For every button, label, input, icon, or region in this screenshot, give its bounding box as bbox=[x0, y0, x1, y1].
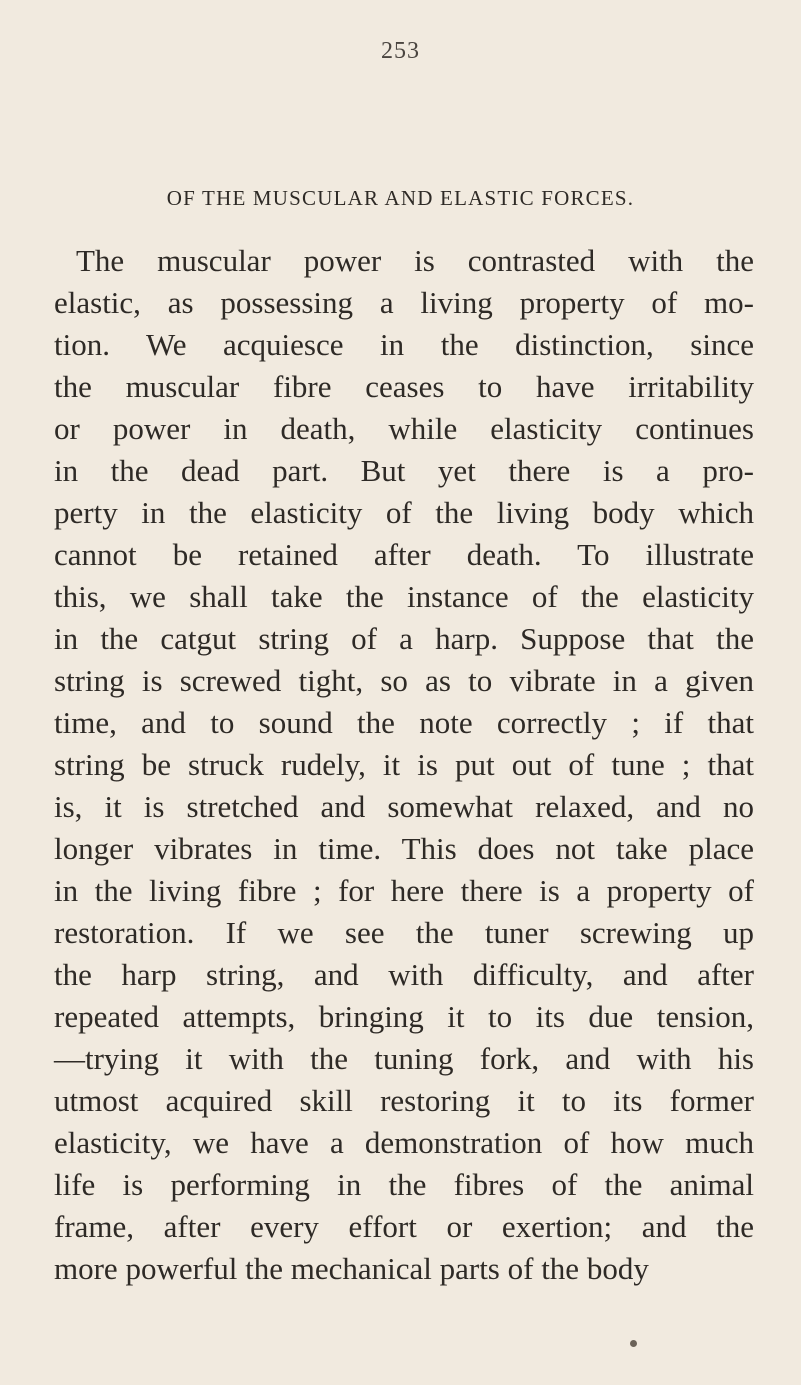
text-line: string be struck rudely, it is put out of tune ; that bbox=[54, 747, 754, 782]
text-line: repeated attempts, bringing it to its due tension, bbox=[54, 999, 754, 1034]
text-line: tion. We acquiesce in the distinction, since bbox=[54, 327, 754, 362]
text-line: cannot be retained after death. To illustrate bbox=[54, 537, 754, 572]
text-line: longer vibrates in time. This does not take place bbox=[54, 831, 754, 866]
text-line: string is screwed tight, so as to vibrate in a given bbox=[54, 663, 754, 698]
chapter-heading: OF THE MUSCULAR AND ELASTIC FORCES. bbox=[166, 186, 635, 210]
text-line: this, we shall take the instance of the elasticity bbox=[54, 579, 754, 614]
text-line: The muscular power is contrasted with the bbox=[76, 243, 754, 278]
ink-speck bbox=[630, 1340, 637, 1347]
text-line: in the dead part. But yet there is a pro- bbox=[54, 453, 754, 488]
text-line: or power in death, while elasticity continues bbox=[54, 411, 754, 446]
text-line: time, and to sound the note correctly ; if that bbox=[54, 705, 754, 740]
text-line: elasticity, we have a demonstration of how much bbox=[54, 1125, 754, 1160]
text-line: utmost acquired skill restoring it to its former bbox=[54, 1083, 754, 1118]
text-line: frame, after every effort or exertion; and the bbox=[54, 1209, 754, 1244]
text-line: perty in the elasticity of the living body which bbox=[54, 495, 754, 530]
text-line: is, it is stretched and somewhat relaxed, and no bbox=[54, 789, 754, 824]
text-line: in the catgut string of a harp. Suppose that the bbox=[54, 621, 754, 656]
text-line: in the living fibre ; for here there is a property of bbox=[54, 873, 754, 908]
text-line: the muscular fibre ceases to have irritability bbox=[54, 369, 754, 404]
text-line: the harp string, and with difficulty, and after bbox=[54, 957, 754, 992]
text-line: —trying it with the tuning fork, and with his bbox=[54, 1041, 754, 1076]
text-line: more powerful the mechanical parts of the body bbox=[54, 1251, 649, 1286]
page-number: 253 bbox=[381, 38, 420, 64]
body-paragraph bbox=[54, 240, 754, 1290]
text-line: life is performing in the fibres of the animal bbox=[54, 1167, 754, 1202]
text-line: restoration. If we see the tuner screwing up bbox=[54, 915, 754, 950]
text-line: elastic, as possessing a living property of mo- bbox=[54, 285, 754, 320]
